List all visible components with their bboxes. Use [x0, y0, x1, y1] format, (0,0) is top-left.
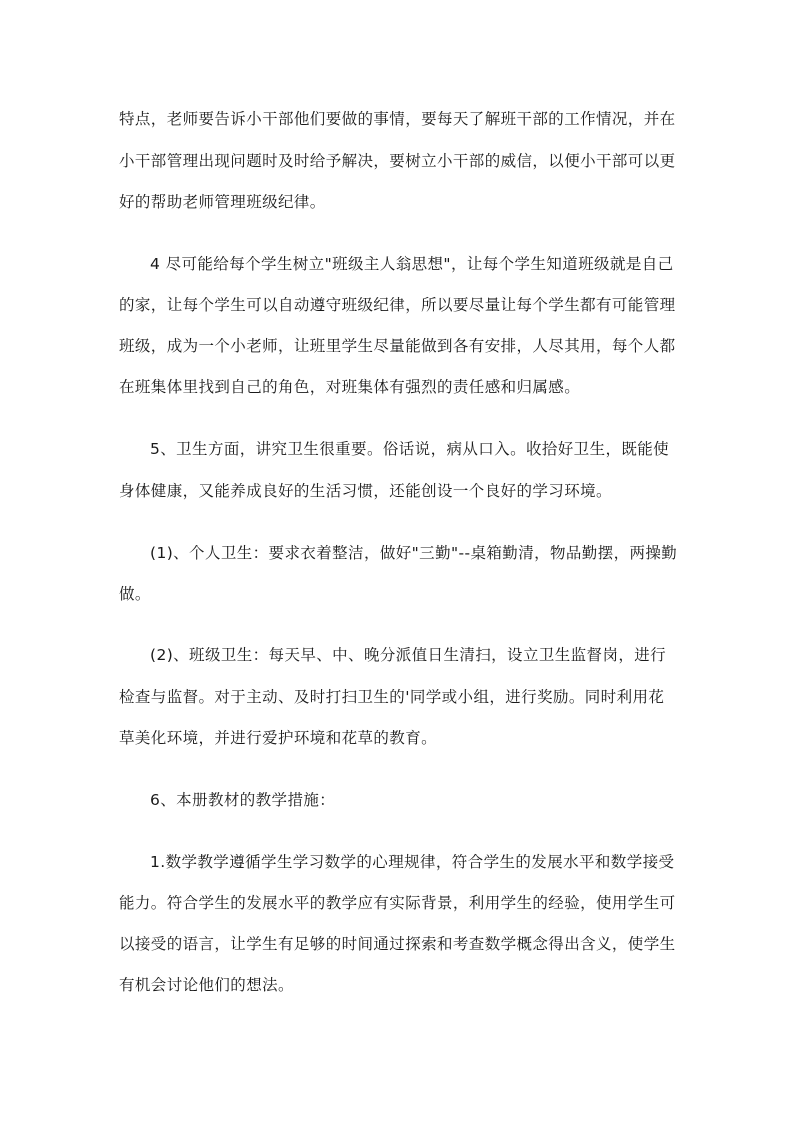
paragraph-7-line-3: 以接受的语言，让学生有足够的时间通过探索和考查数学概念得出含义，使学生	[119, 935, 676, 953]
paragraph-2-line-2: 的家，让每个学生可以自动遵守班级纪律，所以要尽量让每个学生都有可能管理	[119, 296, 676, 314]
paragraph-3-line-1: 5、卫生方面，讲究卫生很重要。俗话说，病从口入。收拾好卫生，既能使	[150, 440, 670, 458]
paragraph-4-line-2: 做。	[119, 585, 151, 603]
paragraph-2-line-4: 在班集体里找到自己的角色，对班集体有强烈的责任感和归属感。	[119, 378, 581, 396]
paragraph-5-line-3: 草美化环境，并进行爱护环境和花草的教育。	[119, 729, 438, 747]
paragraph-7-line-4: 有机会讨论他们的想法。	[119, 976, 294, 994]
paragraph-2-line-3: 班级，成为一个小老师，让班里学生尽量能做到各有安排，人尽其用，每个人都	[119, 337, 676, 355]
paragraph-4-line-1: (1)、个人卫生：要求衣着整洁，做好"三勤"--桌箱勤清，物品勤摆，两操勤	[150, 544, 678, 562]
paragraph-3-line-2: 身体健康，又能养成良好的生活习惯，还能创设一个良好的学习环境。	[119, 482, 612, 500]
paragraph-1-line-2: 小干部管理出现问题时及时给予解决，要树立小干部的威信，以便小干部可以更	[119, 152, 676, 170]
paragraph-6-line-1: 6、本册教材的教学措施：	[150, 791, 336, 809]
paragraph-7-line-1: 1.数学教学遵循学生学习数学的心理规律，符合学生的发展水平和数学接受	[150, 853, 675, 871]
paragraph-2-line-1: 4 尽可能给每个学生树立"班级主人翁思想"，让每个学生知道班级就是自己	[150, 255, 674, 273]
paragraph-5-line-1: (2)、班级卫生：每天早、中、晚分派值日生清扫，设立卫生监督岗，进行	[150, 646, 667, 664]
paragraph-1-line-1: 特点，老师要告诉小干部他们要做的事情，要每天了解班干部的工作情况，并在	[119, 110, 676, 128]
paragraph-5-line-2: 检查与监督。对于主动、及时打扫卫生的'同学或小组，进行奖励。同时利用花	[119, 688, 665, 706]
paragraph-7-line-2: 能力。符合学生的发展水平的教学应有实际背景，利用学生的经验，使用学生可	[119, 894, 676, 912]
paragraph-1-line-3: 好的帮助老师管理班级纪律。	[119, 193, 326, 211]
